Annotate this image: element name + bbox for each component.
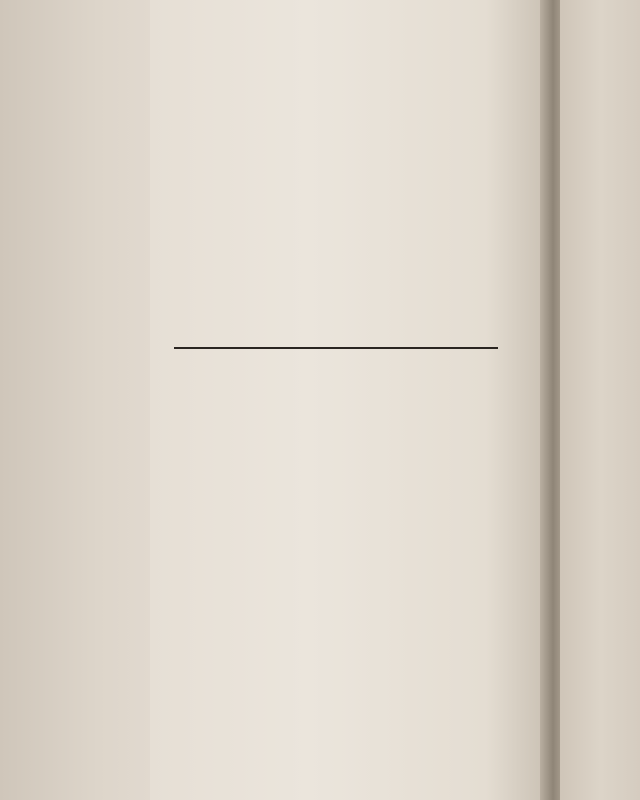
center-page — [150, 0, 545, 800]
right-page-column — [560, 0, 640, 800]
left-page-column — [0, 0, 163, 800]
section-divider — [174, 347, 498, 349]
